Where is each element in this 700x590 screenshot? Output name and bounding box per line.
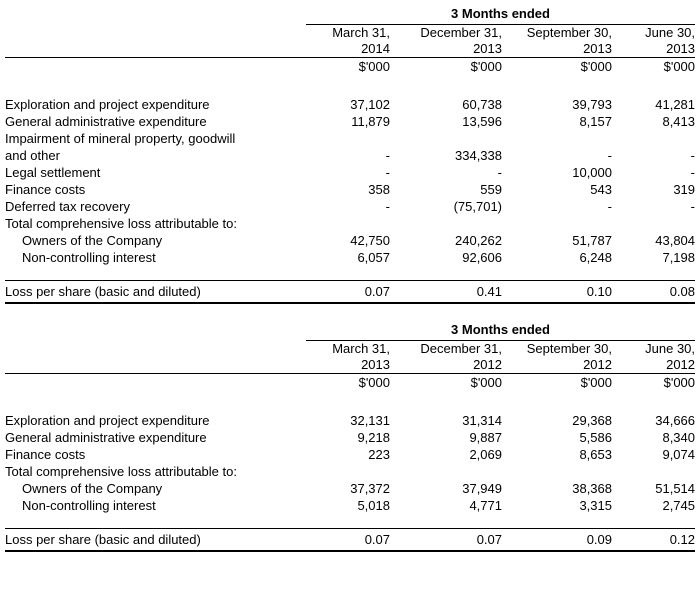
cell-value: 6,248 [579, 250, 612, 265]
financial-table-1 [5, 6, 695, 304]
unit-label: $'000 [580, 375, 612, 390]
unit-label: $'000 [358, 59, 390, 74]
column-header-year: 2012 [612, 357, 695, 374]
column-header-year: 2012 [390, 357, 502, 374]
cell-value: 8,340 [662, 430, 696, 445]
cell-value: 51,514 [655, 481, 696, 496]
row-label: Exploration and project expenditure [5, 97, 210, 112]
row-label: General administrative expenditure [5, 430, 207, 445]
cell-value: 223 [368, 447, 390, 462]
row-label: Exploration and project expenditure [5, 413, 210, 428]
row-label: Owners of the Company [22, 481, 163, 496]
loss-per-share-row [5, 281, 695, 304]
cell-value: 3,315 [579, 498, 612, 513]
cell-value [298, 463, 390, 480]
cell-value: 37,372 [350, 481, 390, 496]
column-header-year: 2013 [502, 41, 612, 58]
cell-value: 5,018 [357, 498, 390, 513]
row-label [5, 130, 298, 164]
cell-value: 29,368 [572, 413, 612, 428]
units-row [5, 58, 695, 76]
table-row [5, 232, 695, 249]
column-header-row-2 [5, 41, 695, 58]
cell-value: 11,879 [351, 114, 390, 129]
unit-label: $'000 [470, 375, 502, 390]
spacer-cell [5, 374, 298, 392]
column-header-date: December 31, [420, 341, 502, 356]
cell-value: 8,413 [662, 114, 696, 129]
column-header-date: September 30, [526, 25, 612, 40]
tables-container [5, 6, 695, 552]
cell-value: 6,057 [357, 250, 390, 265]
spacer-row [5, 75, 695, 96]
period-header-row [5, 322, 695, 341]
spacer-cell [5, 391, 695, 412]
spacer-row [5, 266, 695, 281]
unit-label: $'000 [663, 375, 696, 390]
spacer-cell [5, 41, 298, 58]
cell-value: 37,949 [462, 481, 502, 496]
column-header-year: 2013 [390, 41, 502, 58]
row-label: Finance costs [5, 447, 86, 462]
cell-value: 319 [673, 182, 696, 197]
row-label: Non-controlling interest [22, 250, 156, 265]
period-header: 3 Months ended [306, 6, 695, 25]
cell-value: 0.41 [390, 281, 502, 304]
table-row [5, 198, 695, 215]
period-header-cell [298, 322, 695, 341]
cell-value: 9,074 [662, 447, 696, 462]
cell-value: - [690, 165, 696, 180]
spacer-cell [5, 357, 298, 374]
cell-value: 31,314 [462, 413, 502, 428]
cell-value: 0.07 [298, 281, 390, 304]
table-row [5, 130, 695, 164]
row-label: Total comprehensive loss attributable to: [5, 216, 237, 231]
row-label: Owners of the Company [22, 233, 163, 248]
row-label-line1: Impairment of mineral property, goodwill [5, 131, 236, 146]
spacer-cell [5, 25, 298, 41]
cell-value: 240,262 [455, 233, 502, 248]
cell-value [612, 463, 695, 480]
cell-value: 334,338 [455, 148, 502, 163]
row-label: Legal settlement [5, 165, 101, 180]
cell-value: 4,771 [469, 498, 502, 513]
table-row [5, 463, 695, 480]
row-label: General administrative expenditure [5, 114, 207, 129]
column-header-date: March 31, [332, 25, 390, 40]
table-row [5, 412, 695, 429]
cell-value: 37,102 [350, 97, 390, 112]
column-header-date: September 30, [526, 341, 612, 356]
cell-value: 0.09 [502, 529, 612, 552]
cell-value: 39,793 [572, 97, 612, 112]
table-row [5, 446, 695, 463]
column-header-date: June 30, [645, 341, 696, 356]
column-header-row-2 [5, 357, 695, 374]
cell-value: 60,738 [462, 97, 502, 112]
cell-value [390, 463, 502, 480]
column-header-row-1 [5, 25, 695, 41]
cell-value: - [690, 199, 696, 214]
cell-value: - [497, 165, 502, 180]
cell-value: - [385, 199, 390, 214]
cell-value: 13,596 [462, 114, 502, 129]
table-row [5, 497, 695, 514]
cell-value [612, 215, 695, 232]
cell-value: - [385, 165, 390, 180]
cell-value [502, 215, 612, 232]
row-label: Loss per share (basic and diluted) [5, 281, 298, 304]
table-row [5, 429, 695, 446]
spacer-row [5, 391, 695, 412]
spacer-cell [5, 341, 298, 357]
spacer-cell [5, 75, 695, 96]
table-row [5, 96, 695, 113]
cell-value: 10,000 [572, 165, 612, 180]
cell-value: 5,586 [579, 430, 612, 445]
table-row [5, 181, 695, 198]
row-label: Total comprehensive loss attributable to: [5, 464, 237, 479]
cell-value: 2,745 [662, 498, 696, 513]
cell-value: 42,750 [350, 233, 390, 248]
column-header-row-1 [5, 341, 695, 357]
column-header-year: 2012 [502, 357, 612, 374]
row-label: Non-controlling interest [22, 498, 156, 513]
loss-per-share-row [5, 529, 695, 552]
column-header-date: June 30, [645, 25, 696, 40]
cell-value: 41,281 [655, 97, 696, 112]
spacer-row [5, 514, 695, 529]
cell-value: 32,131 [350, 413, 390, 428]
column-header-date: March 31, [332, 341, 390, 356]
period-header-cell [298, 6, 695, 25]
cell-value: - [385, 148, 390, 163]
column-header-date: December 31, [420, 25, 502, 40]
units-row [5, 374, 695, 392]
column-header-year: 2013 [298, 357, 390, 374]
cell-value: 34,666 [655, 413, 696, 428]
cell-value: 7,198 [662, 250, 696, 265]
cell-value: 0.12 [612, 529, 695, 552]
cell-value: 51,787 [572, 233, 612, 248]
financial-table-2 [5, 322, 695, 552]
cell-value [390, 215, 502, 232]
spacer-cell [5, 322, 298, 341]
cell-value: 92,606 [462, 250, 502, 265]
cell-value: 8,157 [579, 114, 612, 129]
row-label-line2: and other [5, 148, 60, 163]
spacer-cell [5, 6, 298, 25]
table-row [5, 113, 695, 130]
cell-value: 543 [590, 182, 612, 197]
table-row [5, 249, 695, 266]
row-label: Finance costs [5, 182, 86, 197]
spacer-cell [5, 514, 695, 529]
cell-value: - [690, 148, 696, 163]
cell-value: 2,069 [469, 447, 502, 462]
unit-label: $'000 [470, 59, 502, 74]
table-row [5, 215, 695, 232]
cell-value: 9,218 [357, 430, 390, 445]
cell-value: 43,804 [655, 233, 696, 248]
cell-value: 0.07 [390, 529, 502, 552]
unit-label: $'000 [580, 59, 612, 74]
unit-label: $'000 [358, 375, 390, 390]
cell-value: 0.08 [612, 281, 695, 304]
cell-value: 8,653 [579, 447, 612, 462]
cell-value: 0.10 [502, 281, 612, 304]
period-header: 3 Months ended [306, 322, 695, 341]
cell-value: 358 [368, 182, 390, 197]
row-label: Deferred tax recovery [5, 199, 130, 214]
cell-value: - [607, 199, 612, 214]
column-header-year: 2014 [298, 41, 390, 58]
cell-value: 0.07 [298, 529, 390, 552]
spacer-cell [5, 58, 298, 76]
table-row [5, 480, 695, 497]
unit-label: $'000 [663, 59, 696, 74]
cell-value: 559 [480, 182, 502, 197]
cell-value: - [607, 148, 612, 163]
period-header-row [5, 6, 695, 25]
cell-value [298, 215, 390, 232]
row-label: Loss per share (basic and diluted) [5, 529, 298, 552]
table-row [5, 164, 695, 181]
column-header-year: 2013 [612, 41, 695, 58]
cell-value: 9,887 [469, 430, 502, 445]
cell-value: (75,701) [453, 199, 502, 214]
cell-value [502, 463, 612, 480]
spacer-cell [5, 266, 695, 281]
cell-value: 38,368 [572, 481, 612, 496]
